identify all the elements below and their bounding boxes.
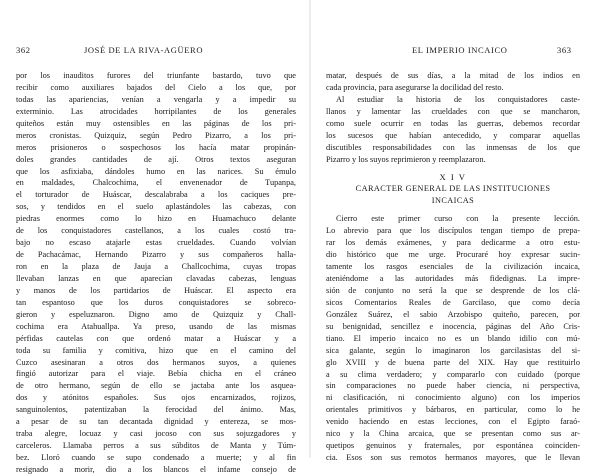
body-line: todas las apariencias, venían a vengarla y a impedir su xyxy=(16,94,296,104)
body-line: carceleros. Llamaba perros a sus súbditos de Manta y Túm- xyxy=(16,441,296,451)
body-line: traba alegre, locuaz y casi jocoso con sus sojuzgadores y xyxy=(16,429,296,439)
body-line: González Suárez, el sabio Arzobispo quiteño, parecen, por xyxy=(326,309,580,319)
body-line: tamente los rasgos esenciales de la civilización incaica, xyxy=(326,262,580,272)
body-line: sanguinolentos, patentizaban la ferocidad del ánimo. Mas, xyxy=(16,405,296,415)
paragraph-chapter-opening xyxy=(326,213,580,464)
body-line: exterminio. Las atrocidades horripilantes de los generales xyxy=(16,106,296,116)
body-line: dos y atónitos españoles. Sus ojos encarnizados, rojizos, xyxy=(16,393,296,403)
body-line: bez. Lloró cuando se supo condenado a muerte; y al fin xyxy=(16,453,296,462)
body-line: quiteños están muy ostensibles en las páginas de los pri- xyxy=(16,118,296,128)
body-line: glo XVIII y de buena parte del XIX. Hay que restituirlo xyxy=(326,357,580,367)
body-line: fingió autorizar para el viaje. Bebía chicha en el cráneo xyxy=(16,369,296,379)
body-line: por los inauditos furores del triunfante bastardo, tuvo que xyxy=(16,71,296,80)
body-line: Cuzco asesinaran a otros dos hermanos suyos, a quienes xyxy=(16,357,296,367)
body-line: de otro hermano, según de ello se jactaba ante los asquea- xyxy=(16,381,296,391)
body-line: resignado a morir, dio a los blancos el infame consejo de xyxy=(16,464,296,474)
paragraph-reflection xyxy=(326,94,580,166)
body-line: de Pachacámac, Hernando Pizarro y sus compañeros halla- xyxy=(16,250,296,260)
body-line: llanos y lamentar las crueldades con que se mancharon, xyxy=(326,106,580,116)
body-line: recibir como auxiliares bajados del Cielo a los que, por xyxy=(16,82,296,92)
book-gutter xyxy=(309,0,311,458)
body-line: cada provincia, para asegurarse la docilidad del resto. xyxy=(326,82,504,92)
chapter-number: X I V xyxy=(439,171,467,182)
body-line: matar, después de sus días, a la mitad de los indios en xyxy=(326,71,580,80)
body-line: rar los demás exámenes, y para dedicarme a otro estu- xyxy=(326,238,580,248)
body-line: sica galante, según lo imaginaron los garcilasistas del si- xyxy=(326,345,580,355)
body-line: quetipos genuinos y fraternales, por espontánea coinciden- xyxy=(326,441,580,451)
chapter-title xyxy=(326,183,580,207)
body-line: sión de conjunto no será la que se desprende de los clá- xyxy=(326,285,580,295)
body-line: el torturador de Huáscar, descalabraba a los caciques pre- xyxy=(16,190,296,200)
body-line: cochima era Atahuallpa. Ya preso, usando de las mismas xyxy=(16,321,296,331)
body-line: sicos Comentarios Reales de Garcilaso, que como decía xyxy=(326,297,580,307)
body-line: pérfidas cautelas con que ordenó matar a Huáscar y a xyxy=(16,333,296,343)
body-line: a pesar de su tan decantada dignidad y entereza, se mos- xyxy=(16,417,296,427)
body-line: tan espantoso que los duros conquistadores se sobreco- xyxy=(16,297,296,307)
chapter-title-line: INCAICAS xyxy=(431,196,475,206)
body-line: toda su familia y comitiva, hizo que en el camino del xyxy=(16,345,296,355)
body-line: de los conquistadores castellanos, a los cuales costó tra- xyxy=(16,226,296,236)
left-page-number: 362 xyxy=(16,45,31,55)
body-line: bajo no escaso atajarle estas crueldades. Cuando volvían xyxy=(16,238,296,248)
body-line: tiano. El imperio incaico no es un blando idilio con mú- xyxy=(326,333,580,343)
right-page-number: 363 xyxy=(557,45,572,55)
body-line: doles grandes cantidades de ají. Otros textos aseguran xyxy=(16,154,296,164)
paragraph-continuation xyxy=(326,70,580,94)
body-line: ni clasificación, ni conocimiento alguno) con los imperios xyxy=(326,393,580,403)
body-line: cia. Esos son sus remotos hermanos mayores, que le llevan xyxy=(326,453,580,463)
body-line: los sucesos que habían antecedido, y comparar aquellas xyxy=(326,130,580,140)
right-running-head: EL IMPERIO INCAICO xyxy=(412,45,508,55)
body-line: piedras enormes como lo hizo en Huamachuco delante xyxy=(16,214,296,224)
body-line: llevaban lanzas en que aparecían clavadas cabezas, lenguas xyxy=(16,273,296,283)
body-line: Cierro este primer curso con la presente lección. xyxy=(336,214,580,224)
body-line: Al estudiar la historia de los conquistadores caste- xyxy=(336,94,580,104)
body-line: ateniéndome a las autoridades más fidedignas. La impre- xyxy=(326,274,580,283)
body-line: a su clima verdadero; y compararlo con cuidado (porque xyxy=(326,369,580,379)
body-line: su benignidad, sencillez e inocencia, páginas del Año Cris- xyxy=(326,321,580,331)
body-line: ron en la plaza de Jauja a Challcochima, cuyas tropas xyxy=(16,262,296,271)
body-line: que los asfixiaba, dándoles humo en las narices. Su émulo xyxy=(16,166,296,176)
body-line: Lo abrevio para que los discípulos tengan tiempo de prepa- xyxy=(326,226,580,236)
body-line: nico y la China arcaica, que se presentan como sus ar- xyxy=(326,429,580,439)
body-line: sin comparaciones no puede haber ciencia, ni perspectiva, xyxy=(326,381,580,391)
body-line: meros cronistas. Quizquiz, según Pedro Pizarro, a los pri- xyxy=(16,130,296,140)
left-page-body xyxy=(16,70,296,476)
body-line: dio histórico que me urge. Procuraré hoy expresar sucin- xyxy=(326,250,580,260)
body-line: y manos de los partidarios de Huáscar. El aspecto era xyxy=(16,285,296,295)
body-line: Pizarro y los suyos reprimieron y reemplazaron. xyxy=(326,154,486,164)
body-line: orientales primitivos y bárbaros, en particular, como lo he xyxy=(326,405,580,415)
body-line: como suele ocurrir en todas las guerras, debemos recordar xyxy=(326,118,580,128)
right-page-body xyxy=(326,70,580,464)
body-line: discutibles responsabilidades con las inmensas de los que xyxy=(326,142,580,152)
body-line: gieron y espeluznaron. Digno amo de Quizquiz y Chall- xyxy=(16,309,296,319)
body-line: venido haciendo en estas lecciones, con el Egipto faraó- xyxy=(326,417,580,427)
body-line: meros prisioneros o sospechosos los hacía matar propinán- xyxy=(16,142,296,152)
chapter-title-line: CARACTER GENERAL DE LAS INSTITUCIONES xyxy=(355,184,551,194)
left-running-head: JOSÉ DE LA RIVA-AGÜERO xyxy=(84,45,204,55)
body-line: sos, y tendidos en el suelo aplastándoles las cabezas, con xyxy=(16,202,296,212)
body-line: en maldades, Chalcochima, el envenenador de Tupanpa, xyxy=(16,178,296,188)
